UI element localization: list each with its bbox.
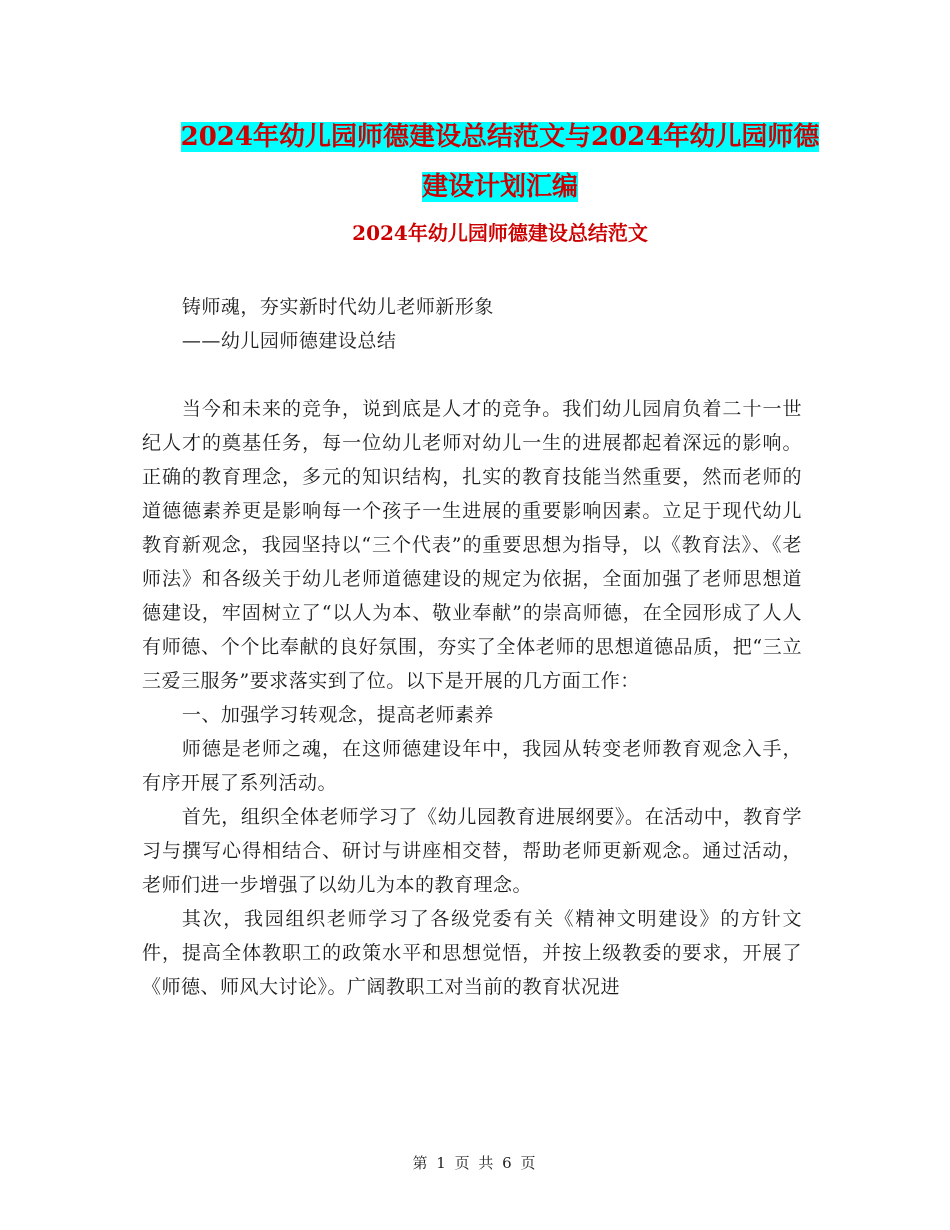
paragraph-byline: ——幼儿园师德建设总结 [181,330,397,352]
paragraph-heading-1: 一、加强学习转观念，提高老师素养 [181,704,494,726]
paragraph: 其次，我园组织老师学习了各级党委有关《精神文明建设》的方针文件，提高全体教职工的政策水平和思想觉悟，并按上级教委的要求，开展了《师德、师风大讨论》。广阔教职工对当前的教育状况进 [142,908,802,998]
section-title: 2024年幼儿园师德建设总结范文 [352,221,648,245]
document-title-line2: 建设计划汇编 [421,172,578,202]
document-body [142,290,802,1004]
document-title [140,112,860,212]
paragraph-intro: 当今和未来的竞争，说到底是人才的竞争。我们幼儿园肩负着二十一世纪人才的奠基任务，每一位幼儿老师对幼儿一生的进展都起着深远的影响。正确的教育理念，多元的知识结构，扎实的教育技能当然重要，然而老师的道德德素养更是影响每一个孩子一生进展的重要影响因素。立足于现代幼儿教育新观念，我园坚持以“三个代表”的重要思想为指导，以《教育法》、《老师法》和各级关于幼儿老师道德建设的规定为依据，全面加强了老师思想道德建设，牢固树立了“以人为本、敬业奉献”的崇高师德，在全园形成了人人有师德、个个比奉献的良好氛围，夯实了全体老师的思想道德品质，把“三立三爱三服务”要求落实到了位。以下是开展的几方面工作： [142,398,802,692]
paragraph: 首先，组织全体老师学习了《幼儿园教育进展纲要》。在活动中，教育学习与撰写心得相结合、研讨与讲座相交替，帮助老师更新观念。通过活动，老师们进一步增强了以幼儿为本的教育理念。 [142,806,802,896]
page-footer: 第 1 页 共 6 页 [412,1154,538,1172]
document-title-line1: 2024年幼儿园师德建设总结范文与2024年幼儿园师德 [180,122,820,152]
paragraph-subtitle: 铸师魂，夯实新时代幼儿老师新形象 [181,296,494,318]
paragraph: 师德是老师之魂，在这师德建设年中，我园从转变老师教育观念入手，有序开展了系列活动。 [142,738,802,794]
